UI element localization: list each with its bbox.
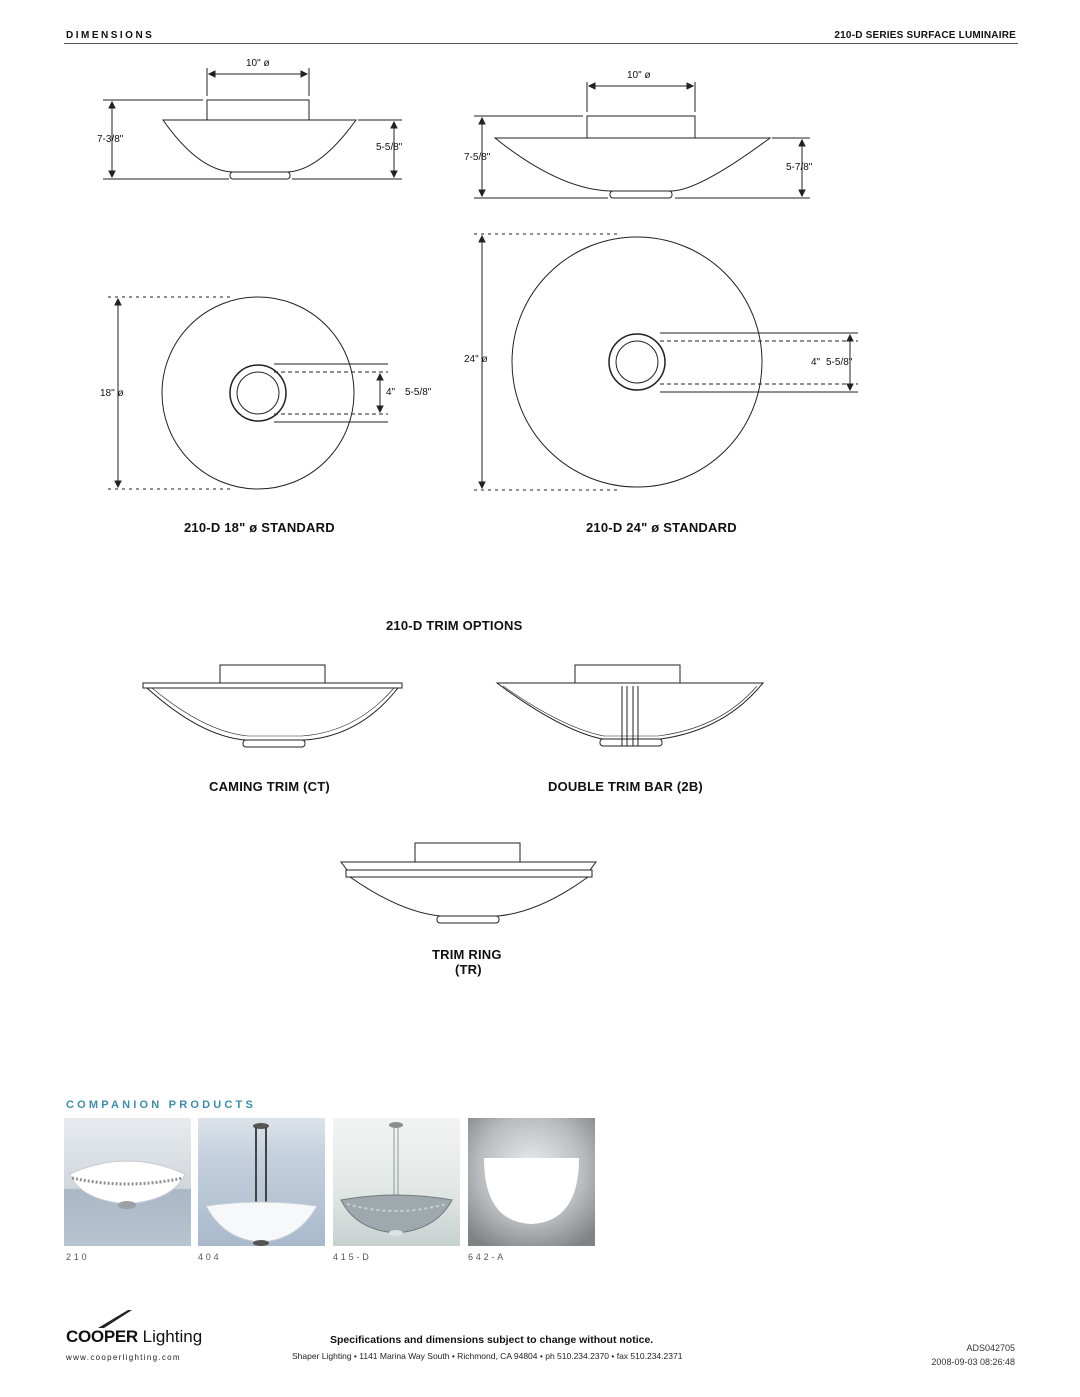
companion-image-415-d bbox=[333, 1118, 460, 1246]
side-view-18 bbox=[103, 68, 402, 179]
side-view-24 bbox=[474, 82, 813, 198]
dim-24-bowl: 5-7/8" bbox=[786, 162, 813, 173]
website-link[interactable]: www.cooperlighting.com bbox=[66, 1353, 181, 1362]
trim-ring-title: TRIM RING bbox=[432, 947, 502, 962]
dim-24-inner-outer: 4" bbox=[811, 357, 821, 368]
dim-18-inner-outer: 4" bbox=[386, 387, 396, 398]
dim-24-height: 7-5/8" bbox=[464, 152, 491, 163]
change-notice: Specifications and dimensions subject to change without notice. bbox=[330, 1334, 654, 1346]
companion-label-404: 404 bbox=[198, 1252, 222, 1262]
dim-18-bowl: 5-5/8" bbox=[376, 142, 403, 153]
caming-trim-title: CAMING TRIM (CT) bbox=[209, 779, 330, 794]
plan-view-18 bbox=[108, 297, 388, 489]
title-18-standard: 210-D 18" ø STANDARD bbox=[184, 520, 335, 535]
section-title: DIMENSIONS bbox=[66, 30, 155, 41]
trim-options-heading: 210-D TRIM OPTIONS bbox=[386, 618, 523, 633]
companion-image-404 bbox=[198, 1118, 325, 1246]
timestamp: 2008-09-03 08:26:48 bbox=[931, 1357, 1015, 1367]
double-trim-bar-drawing bbox=[497, 665, 763, 746]
dim-24-diameter: 24" ø bbox=[464, 354, 488, 365]
companion-label-642-a: 642-A bbox=[468, 1252, 507, 1262]
dim-18-width: 10" ø bbox=[246, 58, 270, 69]
title-24-standard: 210-D 24" ø STANDARD bbox=[586, 520, 737, 535]
dim-24-inner-span: 5-5/8" bbox=[826, 357, 853, 368]
trim-ring-code: (TR) bbox=[455, 962, 482, 977]
dim-18-inner-span: 5-5/8" bbox=[405, 387, 432, 398]
logo-suffix: Lighting bbox=[142, 1327, 203, 1346]
dim-18-height: 7-3/8" bbox=[97, 134, 124, 145]
logo-brand: COOPER bbox=[66, 1327, 138, 1346]
address-line: Shaper Lighting • 1141 Marina Way South • Richmond, CA 94804 • ph 510.234.2370 • fax 510.234.2371 bbox=[292, 1351, 683, 1361]
document-number: ADS042705 bbox=[966, 1343, 1015, 1353]
trim-ring-drawing bbox=[341, 843, 596, 923]
companion-label-210: 210 bbox=[66, 1252, 90, 1262]
cooper-lighting-logo bbox=[66, 1327, 202, 1347]
dim-24-width: 10" ø bbox=[627, 70, 651, 81]
double-trim-bar-title: DOUBLE TRIM BAR (2B) bbox=[548, 779, 703, 794]
plan-view-24 bbox=[474, 234, 858, 490]
dim-18-diameter: 18" ø bbox=[100, 388, 124, 399]
cooper-logo-swoosh-icon bbox=[66, 1310, 136, 1328]
caming-trim-drawing bbox=[143, 665, 402, 747]
companion-image-642-a bbox=[468, 1118, 595, 1246]
companion-image-210 bbox=[64, 1118, 191, 1246]
companion-label-415-d: 415-D bbox=[333, 1252, 372, 1262]
product-title: 210-D SERIES SURFACE LUMINAIRE bbox=[834, 30, 1016, 41]
companion-heading: COMPANION PRODUCTS bbox=[66, 1099, 257, 1111]
